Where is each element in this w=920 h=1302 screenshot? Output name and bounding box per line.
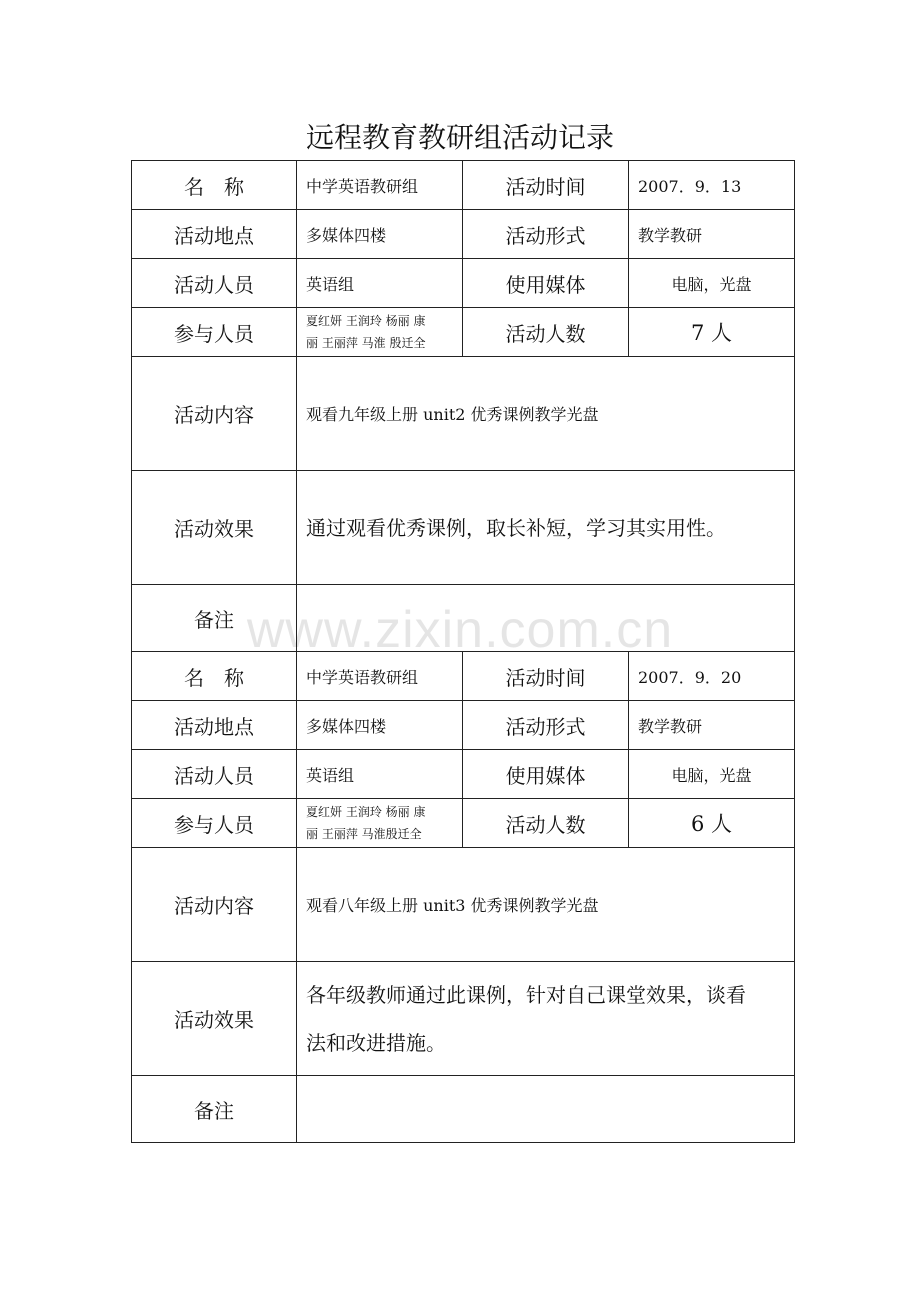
record-1-row-staff — [132, 259, 795, 308]
record-1-row-name — [132, 161, 795, 210]
record-2-row-effect — [132, 962, 795, 1076]
record-2-row-content — [132, 848, 795, 962]
record-1-count: 7 人 — [629, 308, 795, 357]
record-1-row-participants — [132, 308, 795, 357]
label-name: 名 称 — [132, 161, 297, 210]
record-1-participants — [297, 308, 463, 357]
label-name: 名 称 — [132, 652, 297, 701]
label-count: 活动人数 — [463, 308, 629, 357]
record-2-place: 多媒体四楼 — [297, 701, 463, 750]
label-participants: 参与人员 — [132, 308, 297, 357]
record-1-participants-line-2: 丽 王丽萍 马淮 殷迁全 — [306, 336, 426, 350]
record-2-name: 中学英语教研组 — [297, 652, 463, 701]
record-1-name: 中学英语教研组 — [297, 161, 463, 210]
label-place: 活动地点 — [132, 701, 297, 750]
label-time: 活动时间 — [463, 161, 629, 210]
label-content: 活动内容 — [132, 848, 297, 962]
record-2-staff: 英语组 — [297, 750, 463, 799]
label-media: 使用媒体 — [463, 259, 629, 308]
record-2-row-place — [132, 701, 795, 750]
label-form: 活动形式 — [463, 210, 629, 259]
record-1-row-effect — [132, 471, 795, 585]
record-1-media: 电脑，光盘 — [629, 259, 795, 308]
record-2-participants-line-1: 夏红妍 王润玲 杨丽 康 — [306, 805, 426, 819]
record-2-participants-line-2: 丽 王丽萍 马淮殷迁全 — [306, 827, 422, 841]
record-2-media: 电脑，光盘 — [629, 750, 795, 799]
record-2-remarks — [297, 1076, 795, 1143]
record-1-row-place — [132, 210, 795, 259]
record-1-effect — [297, 471, 795, 585]
activity-record-table — [131, 160, 795, 1143]
record-2-participants — [297, 799, 463, 848]
page-title: 远程教育教研组活动记录 — [305, 121, 614, 154]
label-time: 活动时间 — [463, 652, 629, 701]
record-1-remarks — [297, 585, 795, 652]
record-2-row-participants — [132, 799, 795, 848]
label-staff: 活动人员 — [132, 259, 297, 308]
label-media: 使用媒体 — [463, 750, 629, 799]
label-place: 活动地点 — [132, 210, 297, 259]
record-2-row-staff — [132, 750, 795, 799]
label-effect: 活动效果 — [132, 962, 297, 1076]
record-1-time: 2007．9．13 — [629, 161, 795, 210]
record-2-row-remarks — [132, 1076, 795, 1143]
record-1-effect-line-1: 通过观看优秀课例，取长补短，学习其实用性。 — [306, 515, 726, 540]
label-remarks: 备注 — [132, 1076, 297, 1143]
record-2-effect-line-1: 各年级教师通过此课例，针对自己课堂效果，谈看 — [306, 982, 746, 1007]
label-form: 活动形式 — [463, 701, 629, 750]
record-2-content: 观看八年级上册 unit3 优秀课例教学光盘 — [297, 848, 795, 962]
record-2-row-name — [132, 652, 795, 701]
record-1-place: 多媒体四楼 — [297, 210, 463, 259]
record-2-effect — [297, 962, 795, 1076]
record-2-effect-line-2: 法和改进措施。 — [306, 1030, 446, 1055]
record-2-time: 2007．9．20 — [629, 652, 795, 701]
record-1-participants-line-1: 夏红妍 王润玲 杨丽 康 — [306, 314, 426, 328]
label-effect: 活动效果 — [132, 471, 297, 585]
watermark: www.zixin.com.cn — [246, 601, 674, 659]
label-staff: 活动人员 — [132, 750, 297, 799]
record-1-staff: 英语组 — [297, 259, 463, 308]
record-1-content: 观看九年级上册 unit2 优秀课例教学光盘 — [297, 357, 795, 471]
record-1-row-remarks — [132, 585, 795, 652]
label-count: 活动人数 — [463, 799, 629, 848]
label-participants: 参与人员 — [132, 799, 297, 848]
label-remarks: 备注 — [132, 585, 297, 652]
record-2-count: 6 人 — [629, 799, 795, 848]
record-1-form: 教学教研 — [629, 210, 795, 259]
label-content: 活动内容 — [132, 357, 297, 471]
record-2-form: 教学教研 — [629, 701, 795, 750]
record-1-row-content — [132, 357, 795, 471]
